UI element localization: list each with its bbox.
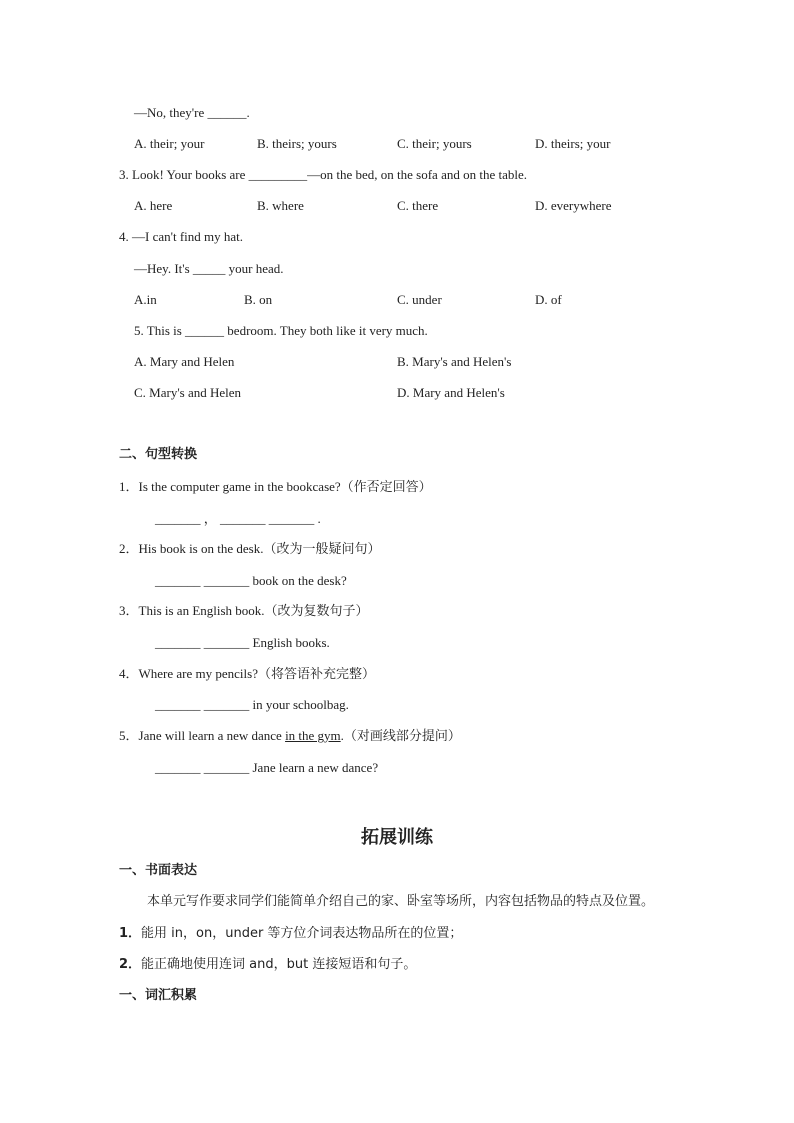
req-text: 能用 in，on，under 等方位介词表达物品所在的位置；: [141, 926, 463, 941]
item-number: 2．: [119, 541, 139, 556]
item-number: 5．: [119, 728, 139, 743]
writing-requirement-2: [119, 957, 416, 973]
q4-option-d: D. of: [535, 292, 562, 307]
transform-answer-4: _______ _______ in your schoolbag.: [155, 697, 349, 712]
q3-question: 3. Look! Your books are _________—on the bed, on the sofa and on the table.: [119, 167, 527, 182]
q3-option-c: C. there: [397, 198, 439, 213]
q5-question: 5. This is ______ bedroom. They both like it very much.: [134, 323, 428, 338]
q2-option-d: D. theirs; your: [535, 136, 611, 151]
q3-option-a: A. here: [134, 198, 173, 213]
transform-heading: 二、句型转换: [119, 447, 198, 462]
section-title: 拓展训练: [361, 827, 433, 848]
writing-heading: 一、书面表达: [119, 863, 198, 878]
q3-option-b: B. where: [257, 198, 304, 213]
q4-option-c: C. under: [397, 292, 442, 307]
transform-item-4: [119, 666, 375, 683]
q2-answer-line: —No, they're ______.: [134, 105, 250, 120]
q3-option-d: D. everywhere: [535, 198, 612, 213]
item-text: Is the computer game in the bookcase?: [138, 479, 341, 494]
item-number: 1．: [119, 479, 139, 494]
transform-item-1: [119, 479, 432, 496]
item-text: His book is on the desk.: [138, 541, 264, 556]
item-text: Where are my pencils?: [138, 666, 258, 681]
transform-answer-2: _______ _______ book on the desk?: [155, 573, 347, 588]
underlined-phrase: in the gym: [285, 728, 341, 743]
req-number: 2．: [119, 957, 142, 972]
q2-option-c: C. their; yours: [397, 136, 472, 151]
writing-requirement-1: [119, 926, 462, 942]
item-text: This is an English book.: [138, 603, 265, 618]
q5-option-a: A. Mary and Helen: [134, 354, 235, 369]
transform-answer-5: _______ _______ Jane learn a new dance?: [155, 760, 379, 775]
item-instruction: （改为复数句子）: [264, 604, 369, 619]
vocab-heading: 一、词汇积累: [119, 988, 198, 1003]
q5-option-c: C. Mary's and Helen: [134, 385, 242, 400]
q5-option-b: B. Mary's and Helen's: [397, 354, 512, 369]
req-number: 1．: [119, 926, 142, 941]
writing-intro: 本单元写作要求同学们能简单介绍自己的家、卧室等场所，内容包括物品的特点及位置。: [147, 894, 655, 909]
transform-answer-1: _______ ， _______ _______ .: [155, 511, 321, 526]
transform-item-2: [119, 541, 380, 558]
item-text: Jane will learn a new dance: [138, 728, 286, 743]
q2-option-b: B. theirs; yours: [257, 136, 337, 151]
item-instruction: （对画线部分提问）: [343, 729, 461, 744]
item-instruction: （改为一般疑问句）: [263, 542, 381, 557]
item-text-end: .: [340, 728, 344, 743]
q4-answer-line: —Hey. It's _____ your head.: [134, 261, 284, 276]
item-number: 3．: [119, 603, 139, 618]
q4-option-a: A.in: [134, 292, 157, 307]
q5-option-d: D. Mary and Helen's: [397, 385, 505, 400]
q4-question: 4. —I can't find my hat.: [119, 229, 244, 244]
item-instruction: （将答语补充完整）: [257, 667, 375, 682]
transform-item-3: [119, 603, 369, 620]
item-number: 4．: [119, 666, 139, 681]
q4-option-b: B. on: [244, 292, 273, 307]
req-text: 能正确地使用连词 and，but 连接短语和句子。: [141, 957, 417, 972]
transform-answer-3: _______ _______ English books.: [155, 635, 330, 650]
item-instruction: （作否定回答）: [340, 480, 432, 495]
transform-item-5: [119, 728, 461, 745]
q2-option-a: A. their; your: [134, 136, 205, 151]
